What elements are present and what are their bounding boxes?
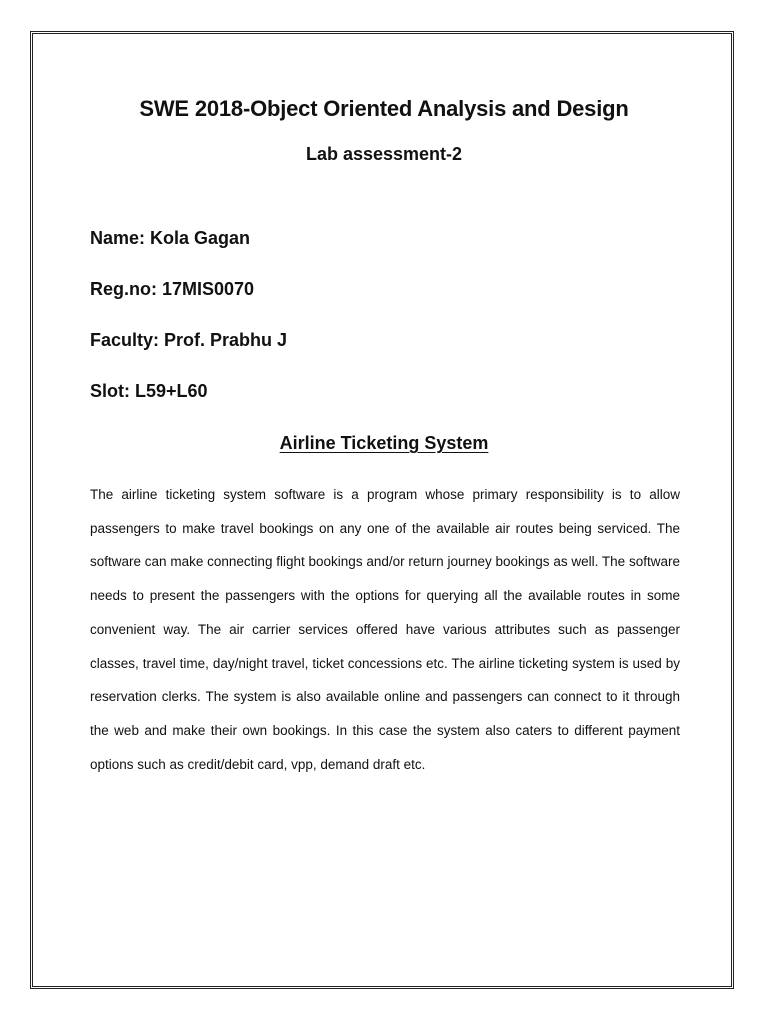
body-paragraph: The airline ticketing system software is a program whose primary responsibility is to allow passengers to make travel bookings on any one of the available air routes being serviced. The software can make connecting flight bookings and/or return journey bookings as well. The software needs to present the passengers with the options for querying all the available routes in some convenient way. The air carrier services offered have various attributes such as passenger classes, travel time, day/night travel, ticket concessions etc. The airline ticketing system is used by reservation clerks. The system is also available online and passengers can connect to it through the web and make their own bookings. In this case the system also caters to different payment options such as credit/debit card, vpp, demand draft etc. (90, 487, 680, 772)
slot: Slot: L59+L60 (90, 381, 208, 401)
student-name: Name: Kola Gagan (90, 228, 251, 248)
course-title: SWE 2018-Object Oriented Analysis and Design (139, 96, 629, 121)
registration-number: Reg.no: 17MIS0070 (90, 279, 255, 299)
section-title: Airline Ticketing System (279, 433, 489, 453)
assessment-title: Lab assessment-2 (305, 144, 463, 164)
faculty-name: Faculty: Prof. Prabhu J (90, 330, 288, 350)
